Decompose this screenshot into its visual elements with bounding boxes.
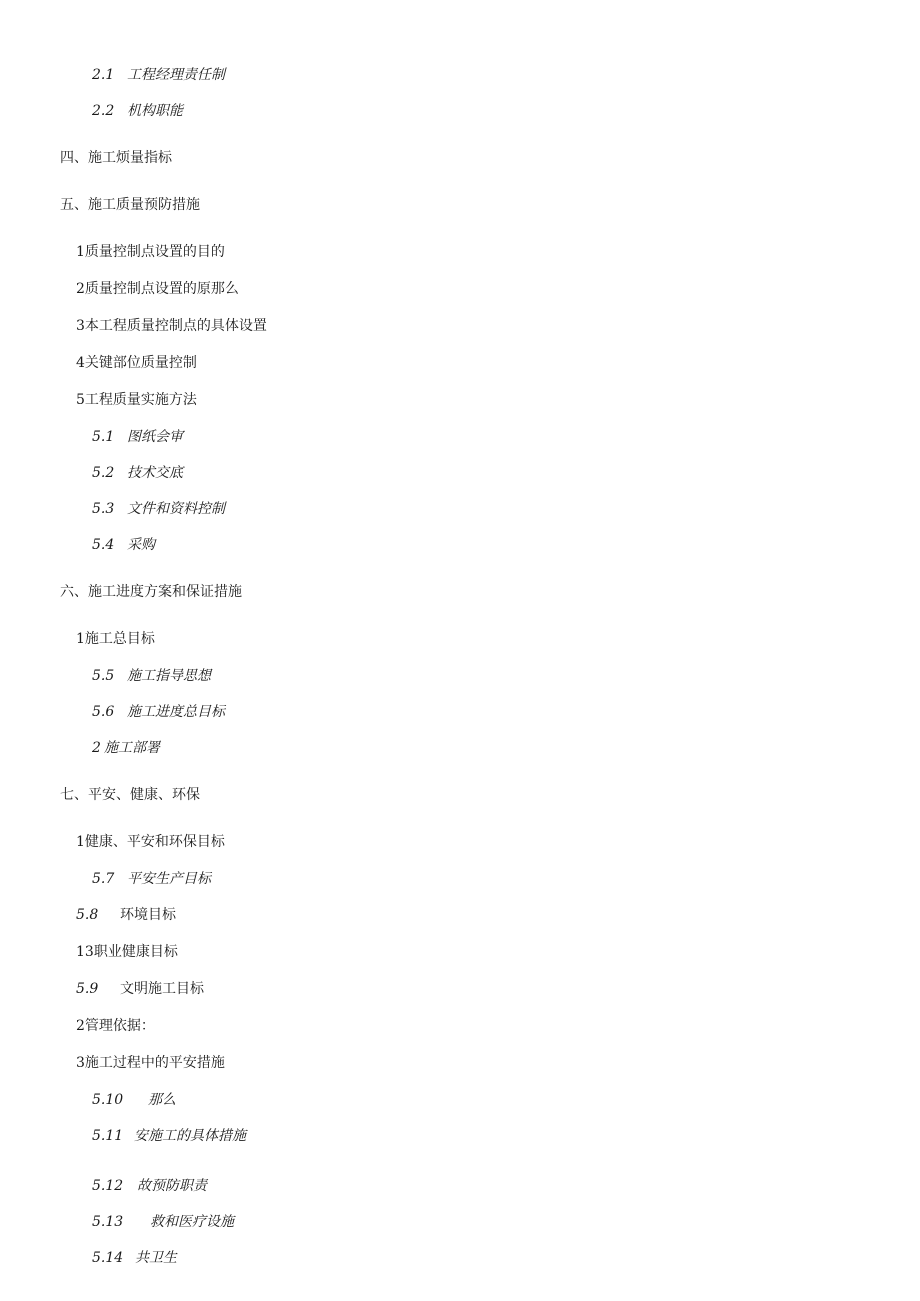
toc-entry — [76, 1054, 225, 1072]
toc-entry-title: 本工程质量控制点的具体设置 — [84, 318, 267, 334]
toc-entry-title: 六、施工进度方案和保证措施 — [60, 584, 242, 600]
toc-entry — [76, 833, 225, 851]
toc-entry-title: 机构职能 — [127, 103, 183, 119]
toc-entry-number: 5.5 — [92, 668, 115, 684]
toc-entry-title: 工程经理责任制 — [127, 67, 225, 83]
toc-entry — [92, 1177, 207, 1195]
toc-entry — [92, 1091, 176, 1109]
toc-entry-number: 5.4 — [92, 537, 115, 553]
toc-entry-title: 七、平安、健康、环保 — [60, 787, 200, 803]
toc-entry — [76, 906, 176, 924]
toc-entry-title: 技术交底 — [127, 465, 183, 481]
toc-entry-title: 救和医疗设施 — [150, 1214, 234, 1230]
toc-entry-title: 施工总目标 — [84, 631, 155, 647]
toc-entry-title: 质量控制点设置的目的 — [84, 244, 225, 260]
toc-entry — [76, 980, 204, 998]
toc-entry-number: 5.14 — [92, 1250, 124, 1266]
toc-entry-number: 5.8 — [76, 907, 99, 923]
toc-entry-title: 施工进度总目标 — [127, 704, 225, 720]
toc-entry-number: 5.2 — [92, 465, 115, 481]
toc-entry-title: 施工部署 — [104, 740, 160, 756]
toc-entry-number: 5 — [76, 392, 85, 408]
toc-entry — [76, 391, 197, 409]
toc-entry-title: 施工过程中的平安措施 — [84, 1055, 225, 1071]
toc-entry-number: 3 — [76, 318, 85, 334]
toc-entry-number: 5.3 — [92, 501, 115, 517]
toc-entry — [76, 354, 197, 372]
toc-entry-title: 共卫生 — [135, 1250, 177, 1266]
toc-entry — [76, 280, 239, 298]
toc-entry — [92, 102, 183, 120]
toc-entry-number: 4 — [76, 355, 85, 371]
toc-section-heading — [60, 196, 200, 214]
toc-entry-number: 2.2 — [92, 103, 115, 119]
toc-entry — [92, 1127, 246, 1145]
toc-entry-number: 5.10 — [92, 1092, 124, 1108]
toc-entry-title: 四、施工烦量指标 — [60, 150, 172, 166]
toc-entry — [76, 317, 267, 335]
toc-entry-title: 施工指导思想 — [127, 668, 211, 684]
toc-entry-title: 五、施工质量预防措施 — [60, 197, 200, 213]
toc-entry — [92, 66, 225, 84]
toc-entry-number: 5.13 — [92, 1214, 124, 1230]
toc-entry-title: 质量控制点设置的原那么 — [84, 281, 239, 297]
toc-entry-title: 文明施工目标 — [120, 981, 204, 997]
toc-entry-number: 5.7 — [92, 871, 115, 887]
toc-entry-number: 1 — [76, 834, 85, 850]
toc-entry-number: 5.11 — [92, 1128, 124, 1144]
toc-entry-number: 2 — [92, 740, 101, 756]
toc-entry-title: 环境目标 — [120, 907, 176, 923]
toc-entry — [76, 1017, 155, 1035]
toc-section-heading — [60, 583, 242, 601]
toc-entry — [92, 464, 183, 482]
toc-entry-title: 那么 — [148, 1092, 176, 1108]
toc-entry-title: 职业健康目标 — [93, 944, 178, 960]
toc-entry — [92, 1213, 234, 1231]
toc-entry — [76, 243, 225, 261]
toc-entry-number: 2.1 — [92, 67, 115, 83]
toc-entry-number: 5.9 — [76, 981, 99, 997]
toc-entry-number: 2 — [76, 281, 85, 297]
toc-entry — [92, 667, 211, 685]
toc-entry-number: 13 — [76, 944, 94, 960]
toc-entry — [92, 1249, 177, 1267]
toc-entry-title: 安施工的具体措施 — [134, 1128, 246, 1144]
toc-entry-number: 5.6 — [92, 704, 115, 720]
toc-section-heading — [60, 149, 172, 167]
toc-entry — [76, 943, 178, 961]
toc-entry-number: 1 — [76, 244, 85, 260]
toc-entry-number: 3 — [76, 1055, 85, 1071]
toc-entry-number: 5.12 — [92, 1178, 124, 1194]
toc-entry-title: 故预防职责 — [137, 1178, 207, 1194]
toc-entry-title: 健康、平安和环保目标 — [84, 834, 225, 850]
toc-entry-number: 5.1 — [92, 429, 115, 445]
toc-section-heading — [60, 786, 200, 804]
toc-entry — [76, 630, 155, 648]
toc-entry — [92, 870, 211, 888]
toc-entry-title: 管理依据： — [84, 1018, 155, 1034]
toc-entry — [92, 739, 160, 757]
toc-entry-title: 图纸会审 — [127, 429, 183, 445]
toc-entry — [92, 536, 155, 554]
toc-entry — [92, 500, 225, 518]
toc-entry-title: 关键部位质量控制 — [84, 355, 197, 371]
toc-entry — [92, 428, 183, 446]
toc-entry-title: 工程质量实施方法 — [84, 392, 197, 408]
toc-entry-number: 2 — [76, 1018, 85, 1034]
toc-entry-title: 平安生产目标 — [127, 871, 211, 887]
toc-entry-number: 1 — [76, 631, 85, 647]
toc-entry — [92, 703, 225, 721]
toc-entry-title: 采购 — [127, 537, 155, 553]
toc-entry-title: 文件和资料控制 — [127, 501, 225, 517]
